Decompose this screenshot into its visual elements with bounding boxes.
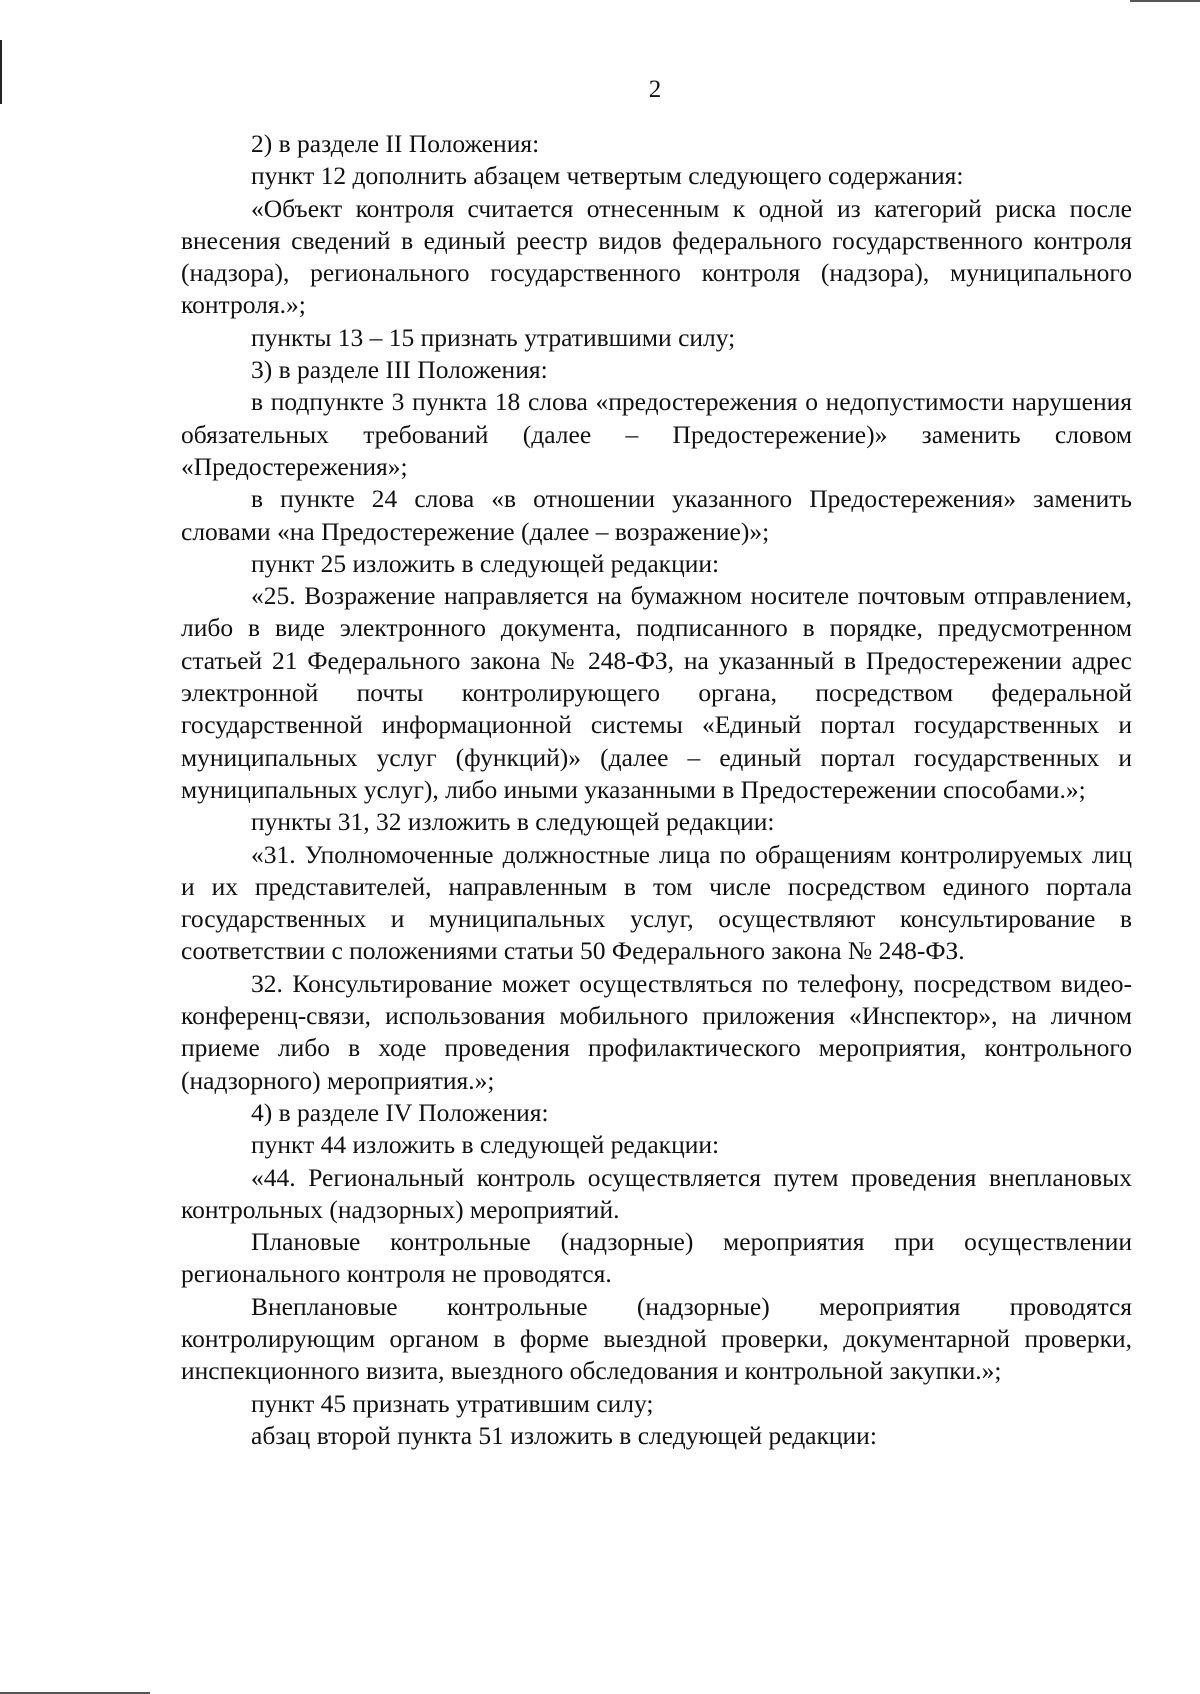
- paragraph: пункт 45 признать утратившим силу;: [251, 1388, 654, 1418]
- paragraph: пункт 12 дополнить абзацем четвертым следующего содержания:: [251, 161, 964, 191]
- paragraph: пункты 31, 32 изложить в следующей редакции:: [251, 807, 775, 837]
- paragraph: в подпункте 3 пункта 18 слова «предостережения о недопустимости нарушения обязательных требований (далее – Предостережение)» заменить словом «Предостережения»;: [181, 387, 1132, 481]
- paragraph: Плановые контрольные (надзорные) мероприятия при осуществлении регионального контроля не проводятся.: [181, 1227, 1132, 1289]
- paragraph: в пункте 24 слова «в отношении указанного Предостережения» заменить словами «на Предостережение (далее – возражение)»;: [181, 484, 1132, 546]
- paragraph: абзац второй пункта 51 изложить в следующей редакции:: [251, 1420, 877, 1450]
- paragraph: пункты 13 – 15 признать утратившими силу;: [251, 322, 736, 352]
- page-number: 2: [648, 76, 662, 103]
- paragraph: 3) в разделе III Положения:: [251, 355, 548, 385]
- paragraph: пункт 25 изложить в следующей редакции:: [251, 548, 720, 578]
- paragraph: пункт 44 изложить в следующей редакции:: [251, 1130, 720, 1160]
- scan-edge-mark: [1130, 0, 1200, 2]
- paragraph: 32. Консультирование может осуществляться по телефону, посредством видео-конференц-связи, использования мобильного приложения «Инспектор», на личном приеме либо в ходе проведения профилактического мероприятия, контрольного (надзорного) мероприятия.»;: [181, 968, 1132, 1095]
- paragraph: «25. Возражение направляется на бумажном носителе почтовым отправлением, либо в виде электронного документа, подписанного в порядке, предусмотренном статьей 21 Федерального закона № 248-ФЗ, на указанный в Предостережении адрес электронной почты контролирующего органа, посредством федеральной государственной информационной системы «Единый портал государственных и муниципальных услуг (функций)» (далее – единый портал государственных и муниципальных услуг), либо иными указанными в Предостережении способами.»;: [181, 581, 1132, 804]
- paragraph: 2) в разделе II Положения:: [251, 129, 540, 158]
- paragraph: «31. Уполномоченные должностные лица по обращениям контролируемых лиц и их представителей, направленным в том числе посредством единого портала государственных и муниципальных услуг, осуществляют консультирование в соответствии с положениями статьи 50 Федерального закона № 248-ФЗ.: [181, 839, 1132, 966]
- paragraph: 4) в разделе IV Положения:: [251, 1097, 549, 1127]
- paragraph: Внеплановые контрольные (надзорные) мероприятия проводятся контролирующим органом в форме выездной проверки, документарной проверки, инспекционного визита, выездного обследования и контрольной закупки.»;: [181, 1291, 1132, 1386]
- paragraph: «44. Региональный контроль осуществляется путем проведения внеплановых контрольных (надзорных) мероприятий.: [181, 1162, 1132, 1224]
- paragraph: «Объект контроля считается отнесенным к одной из категорий риска после внесения сведений в единый реестр видов федерального государственного контроля (надзора), регионального государственного контроля (надзора), муниципального контроля.»;: [181, 193, 1132, 320]
- document-body: [181, 128, 1132, 1452]
